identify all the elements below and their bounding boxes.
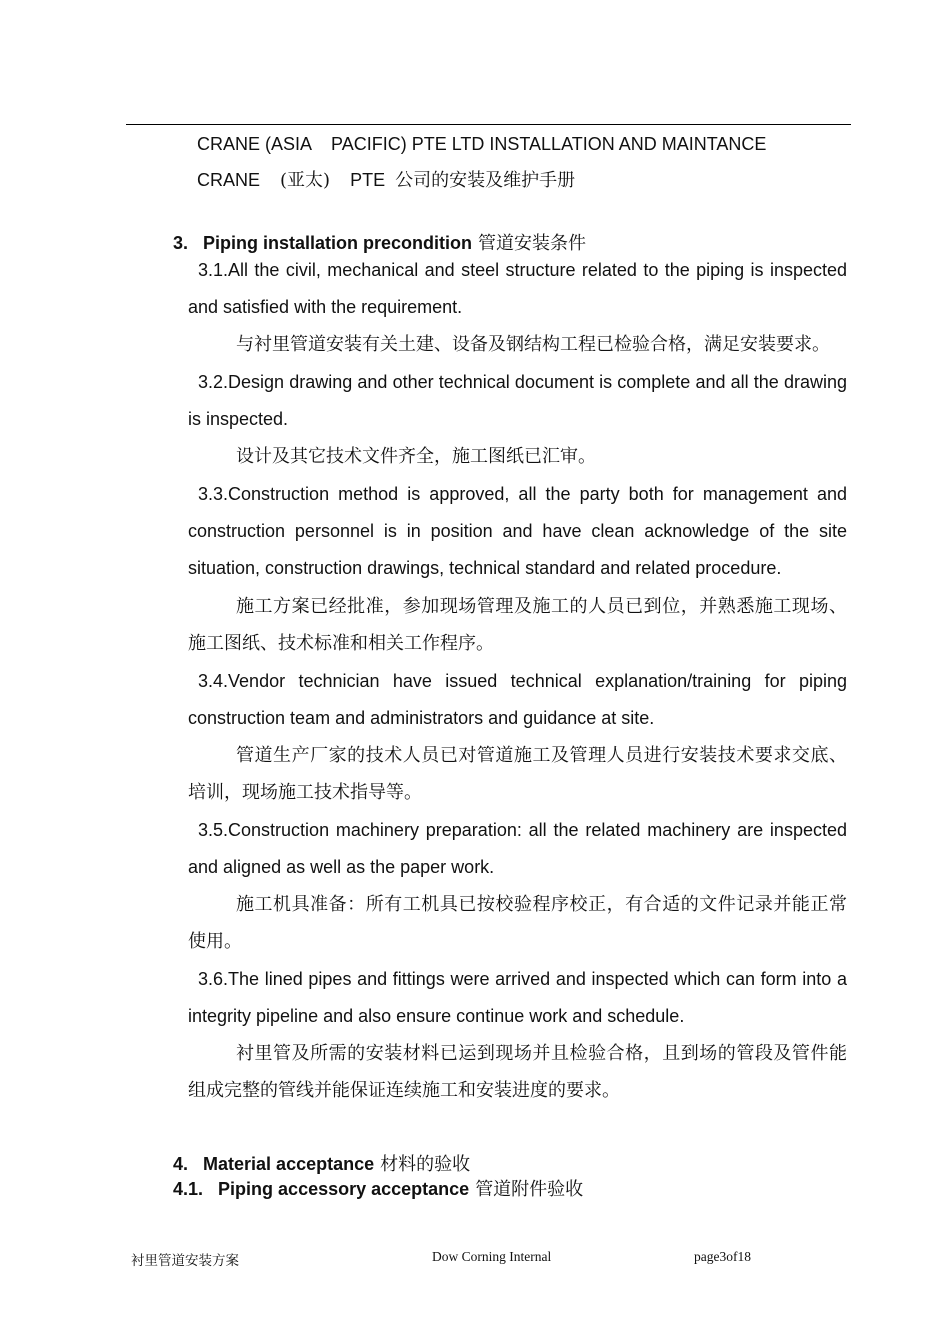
item-3-5-zh: 施工机具准备：所有工机具已按校验程序校正，有合适的文件记录并能正常使用。: [188, 894, 847, 952]
header-company: CRANE: [197, 170, 281, 190]
section-number: 4.: [173, 1154, 189, 1174]
item-number: 3.2.: [198, 372, 229, 392]
item-3-2-zh: 设计及其它技术文件齐全，施工图纸已汇审。: [236, 446, 596, 467]
footer-page-number: page3of18: [694, 1249, 751, 1264]
item-3-4-zh: 管道生产厂家的技术人员已对管道施工及管理人员进行安装技术要求交底、培训，现场施工技术指导等。: [188, 745, 847, 803]
header-manual-title: 公司的安装及维护手册: [395, 170, 576, 191]
subsection-title-zh: 管道附件验收: [475, 1179, 584, 1200]
footer-classification: Dow Corning Internal: [432, 1249, 552, 1264]
subsection-number: 4.1.: [173, 1179, 204, 1199]
section-title-zh: 材料的验收: [380, 1154, 471, 1175]
item-3-4-en: [188, 663, 847, 737]
header-region: (亚太): [280, 170, 331, 191]
subsection-title: Piping accessory acceptance: [218, 1179, 470, 1199]
item-3-1-zh: 与衬里管道安装有关土建、设备及钢结构工程已检验合格，满足安装要求。: [236, 334, 830, 355]
section-number: 3.: [173, 233, 189, 253]
item-3-3-en: [188, 476, 847, 587]
item-number: 3.5.: [198, 820, 229, 840]
item-number: 3.4.: [198, 671, 229, 691]
item-number: 3.3.: [198, 484, 229, 504]
item-number: 3.1.: [198, 260, 229, 280]
header-pte: PTE: [330, 170, 396, 190]
footer-doc-title: 衬里管道安装方案: [131, 1253, 239, 1269]
section-title: Material acceptance: [203, 1154, 375, 1174]
item-text: Vendor technician have issued technical explanation/training for piping construction team and administrators and guidance at site.: [188, 671, 847, 728]
item-text: All the civil, mechanical and steel structure related to the piping is inspected and satisfied with the requirement.: [188, 260, 847, 317]
item-3-1-en: [188, 252, 847, 326]
header-rule: [126, 124, 851, 125]
item-text: The lined pipes and fittings were arrived and inspected which can form into a integrity pipeline and also ensure continue work and schedule.: [188, 969, 847, 1026]
section-title-zh: 管道安装条件: [478, 233, 587, 254]
item-3-5-en: [188, 812, 847, 886]
item-3-2-en: [188, 364, 847, 438]
item-number: 3.6.: [198, 969, 229, 989]
item-text: Construction method is approved, all the party both for management and construction personnel is in position and have clean acknowledge of the site situation, construction drawings, technical standard and related procedure.: [188, 484, 847, 578]
section-4-1-heading: [173, 1175, 583, 1201]
header-line-2: [197, 166, 575, 192]
item-text: Design drawing and other technical document is complete and all the drawing is inspected.: [188, 372, 847, 429]
section-title: Piping installation precondition: [203, 233, 473, 253]
item-3-6-zh: 衬里管及所需的安装材料已运到现场并且检验合格，且到场的管段及管件能组成完整的管线并能保证连续施工和安装进度的要求。: [188, 1043, 847, 1101]
item-3-6-en: [188, 961, 847, 1035]
item-3-3-zh: 施工方案已经批准，参加现场管理及施工的人员已到位，并熟悉施工现场、施工图纸、技术标准和相关工作程序。: [188, 596, 847, 654]
item-text: Construction machinery preparation: all the related machinery are inspected and aligned as well as the paper work.: [188, 820, 847, 877]
header-line-1: CRANE (ASIA PACIFIC) PTE LTD INSTALLATION AND MAINTANCE: [197, 134, 767, 154]
section-4-heading: [173, 1150, 470, 1176]
